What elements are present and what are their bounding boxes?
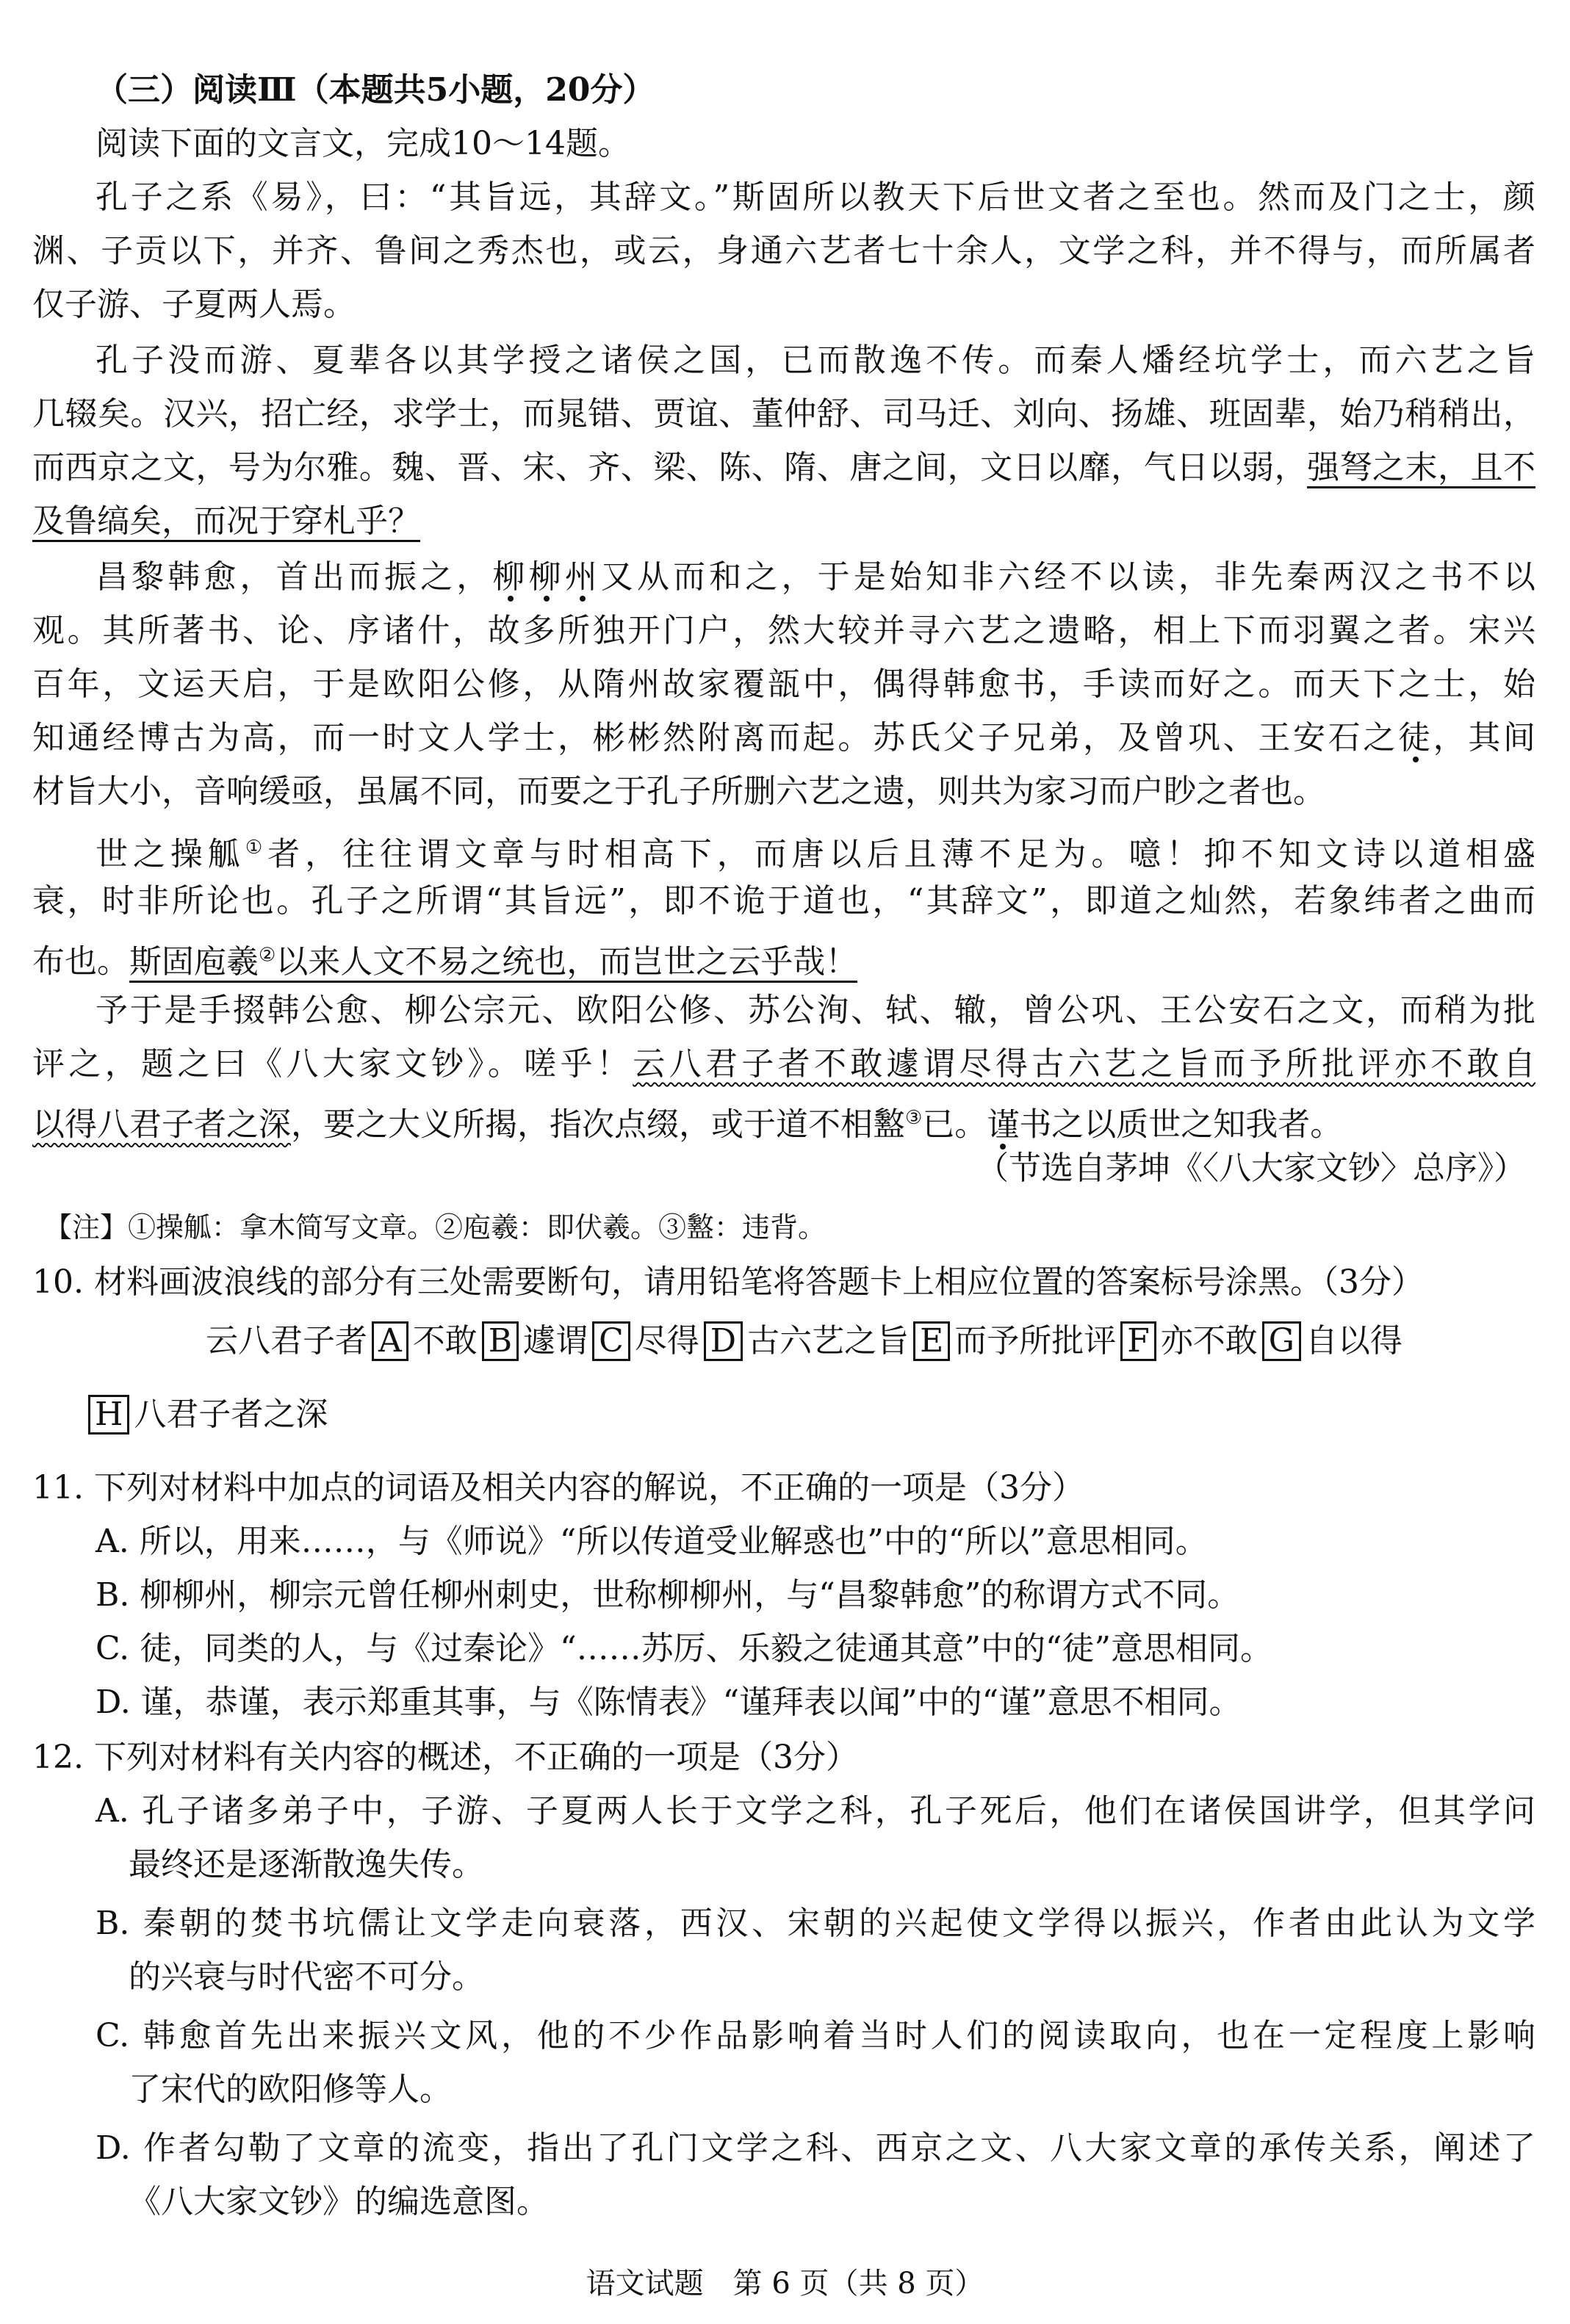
- q10-segment: 自以得: [1305, 1322, 1402, 1360]
- section-title: （三）阅读Ⅲ（本题共5小题，20分）: [96, 71, 655, 109]
- q10-segment: 云八君子者: [206, 1322, 367, 1360]
- passage-p3-line5: 材旨大小，音响缓亟，虽属不同，而要之于孔子所删六艺之遗，则共为家习而户眇之者也。: [32, 773, 1325, 810]
- text-span: 已。: [922, 1105, 987, 1144]
- q12-option-d-line2[interactable]: 《八大家文钞》的编选意图。: [129, 2183, 549, 2220]
- passage-p2-line1: 孔子没而游、夏辈各以其学授之诸侯之国，已而散逸不传。而秦人燔经坑学士，而六艺之旨: [96, 342, 1535, 379]
- text-span: 而西京之文，号为尔雅。魏、晋、宋、齐、梁、陈、隋、唐之间，文日以靡，气日以弱，: [32, 449, 1308, 486]
- passage-p2-line2: 几辍矣。汉兴，招亡经，求学士，而晁错、贾谊、董仲舒、司马迁、刘向、扬雄、班固辈，始乃稍稍出，: [32, 395, 1535, 433]
- passage-p3-line3: 百年，文运天启，于是欧阳公修，从隋州故家覆瓿中，偶得韩愈书，手读而好之。而天下之士，始: [32, 665, 1535, 703]
- q12-option-d-line1[interactable]: D. 作者勾勒了文章的流变，指出了孔门文学之科、西京之文、八大家文章的承传关系，阐述了: [96, 2129, 1535, 2167]
- text-span: 以来人文不易之统也，而岂世之云乎哉！: [276, 942, 858, 981]
- footnote-mark-2: ②: [259, 944, 276, 966]
- q10-option-box[interactable]: C: [592, 1321, 630, 1361]
- passage-p2-line3: [32, 445, 1535, 491]
- text-span: ，要之大义所揭，指次点缀，或于道不相盭: [291, 1105, 905, 1144]
- passage-p4-line3: [32, 932, 857, 985]
- q12-option-a-line1[interactable]: A. 孔子诸多弟子中，子游、子夏两人长于文学之科，孔子死后，他们在诸侯国讲学，但其学问: [96, 1792, 1535, 1830]
- text-span: 又从而和之，于是始知非六经不以读，非先秦两汉之书不以: [600, 558, 1536, 596]
- underlined-sentence: 强弩之末，且不: [1307, 449, 1535, 488]
- page-footer: 语文试题 第 6 页（共 8 页）: [586, 2267, 984, 2300]
- passage-p4-line1: [96, 825, 1535, 878]
- q11-stem: 11. 下列对材料中加点的词语及相关内容的解说，不正确的一项是（3分）: [32, 1469, 1084, 1506]
- q12-option-c-line2[interactable]: 了宋代的欧阳修等人。: [129, 2071, 452, 2108]
- dotted-char: 柳: [528, 558, 565, 596]
- text-span: 布也。: [32, 942, 129, 981]
- q11-option-d[interactable]: D. 谨，恭谨，表示郑重其事，与《陈情表》“谨拜表以闻”中的“谨”意思不相同。: [96, 1684, 1242, 1721]
- q11-option-b[interactable]: B. 柳柳州，柳宗元曾任柳州刺史，世称柳柳州，与“昌黎韩愈”的称谓方式不同。: [96, 1576, 1240, 1614]
- underlined-sentence-2: [129, 943, 857, 983]
- q10-sentence-line1: [206, 1318, 1402, 1364]
- q10-segment: 遽谓: [523, 1322, 588, 1360]
- passage-source: （节选自茅坤《〈八大家文钞〉总序》）: [976, 1150, 1526, 1187]
- wavy-underlined-text: 云八君子者不敢遽谓尽得古六艺之旨而予所批评亦不敢自: [633, 1045, 1535, 1083]
- footnote-mark-3: ③: [905, 1107, 923, 1129]
- passage-p5-line3: [32, 1095, 1342, 1148]
- passage-p5-line1: 予于是手掇韩公愈、柳公宗元、欧阳公修、苏公洵、轼、辙，曾公巩、王公安石之文，而稍为批: [96, 992, 1535, 1029]
- q10-option-box[interactable]: H: [88, 1395, 129, 1435]
- footnote-mark-1: ①: [245, 837, 268, 859]
- text-span: 者，往往谓文章与时相高下，而唐以后且薄不足为。噫！抑不知文诗以道相盛: [267, 835, 1536, 873]
- passage-note: 【注】①操觚：拿木简写文章。②庖羲：即伏羲。③盭：违背。: [44, 1211, 827, 1244]
- passage-p1-line3: 仅子游、子夏两人焉。: [32, 286, 356, 323]
- text-span: 斯固庖羲: [129, 942, 259, 981]
- text-span: 孔子之系《易》，曰：“其旨远，其辞文。”斯固所以教天下后世文者之至也。然而及门之士，颜: [96, 178, 1535, 216]
- q10-segment: 尽得: [634, 1322, 699, 1360]
- text-span: ，其间: [1433, 719, 1536, 757]
- q10-segment: 古六艺之旨: [747, 1322, 910, 1360]
- underlined-sentence-end: 及鲁缟矣，而况于穿札乎？: [32, 502, 420, 542]
- q12-stem: 12. 下列对材料有关内容的概述，不正确的一项是（3分）: [32, 1739, 858, 1776]
- q12-option-b-line1[interactable]: B. 秦朝的焚书坑儒让文学走向衰落，西汉、宋朝的兴起使文学得以振兴，作者由此认为文学: [96, 1905, 1535, 1942]
- passage-p1-line1: [96, 175, 1535, 220]
- text-span: 书之以质世之知我者。: [1019, 1105, 1343, 1144]
- passage-p1-line2: 渊、子贡以下，并齐、鲁间之秀杰也，或云，身通六艺者七十余人，文学之科，并不得与，而所属者: [32, 232, 1535, 270]
- dotted-word-jin: 谨: [987, 1105, 1020, 1144]
- text-span: 昌黎韩愈，首出而振之，: [96, 558, 493, 596]
- dotted-word-tu: 徒: [1398, 719, 1433, 757]
- passage-p3-line2: 观。其所著书、论、序诸什，故多所独开门户，然大较并寻六艺之遗略，相上下而羽翼之者。宋兴: [32, 612, 1535, 649]
- passage-p3-line1: [96, 555, 1535, 600]
- q10-option-box[interactable]: A: [372, 1321, 408, 1361]
- q10-option-box[interactable]: F: [1120, 1321, 1156, 1361]
- q10-stem: 10. 材料画波浪线的部分有三处需要断句，请用铅笔将答题卡上相应位置的答案标号涂黑。（3分）: [32, 1263, 1424, 1301]
- q12-option-c-line1[interactable]: C. 韩愈首先出来振兴文风，他的不少作品影响着当时人们的阅读取向，也在一定程度上影响: [96, 2017, 1535, 2054]
- q10-option-box[interactable]: D: [704, 1321, 743, 1361]
- text-span: 知通经博古为高，而一时文人学士，彬彬然附离而起。苏氏父子兄弟，及曾巩、王安石之: [32, 719, 1398, 757]
- section-instruction: 阅读下面的文言文，完成10～14题。: [96, 125, 630, 162]
- q10-option-box[interactable]: G: [1262, 1321, 1301, 1361]
- q10-segment: 而予所批评: [954, 1322, 1117, 1360]
- passage-p3-line4: [32, 715, 1535, 761]
- q10-segment: 亦不敢: [1160, 1322, 1258, 1360]
- passage-p4-line2: 衰，时非所论也。孔子之所谓“其旨远”，即不诡于道也，“其辞文”，即道之灿然，若象纬者之曲而: [32, 882, 1535, 920]
- dotted-char: 州: [564, 558, 601, 596]
- dotted-word-liuliuzhou: [492, 558, 600, 596]
- q12-option-b-line2[interactable]: 的兴衰与时代密不可分。: [129, 1958, 484, 1996]
- q10-segment: 不敢: [412, 1322, 478, 1360]
- text-span: 世之操觚: [96, 835, 245, 873]
- q10-option-box[interactable]: E: [913, 1321, 950, 1361]
- q10-sentence-line2: [88, 1392, 328, 1437]
- q12-option-a-line2[interactable]: 最终还是逐渐散逸失传。: [129, 1846, 484, 1883]
- q10-option-box[interactable]: B: [482, 1321, 519, 1361]
- text-span: 评之，题之曰《八大家文钞》。嗟乎！: [32, 1045, 633, 1083]
- q11-option-a[interactable]: A. 所以，用来……，与《师说》“所以传道受业解惑也”中的“所以”意思相同。: [96, 1523, 1208, 1560]
- passage-p2-line4: [32, 499, 420, 544]
- q11-option-c[interactable]: C. 徒，同类的人，与《过秦论》“……苏厉、乐毅之徒通其意”中的“徒”意思相同。: [96, 1630, 1273, 1667]
- wavy-underlined-text-end: 以得八君子者之深: [32, 1105, 291, 1144]
- dotted-char: 柳: [492, 558, 529, 596]
- passage-p5-line2: [32, 1042, 1535, 1087]
- q10-segment: 八君子者之深: [134, 1396, 328, 1433]
